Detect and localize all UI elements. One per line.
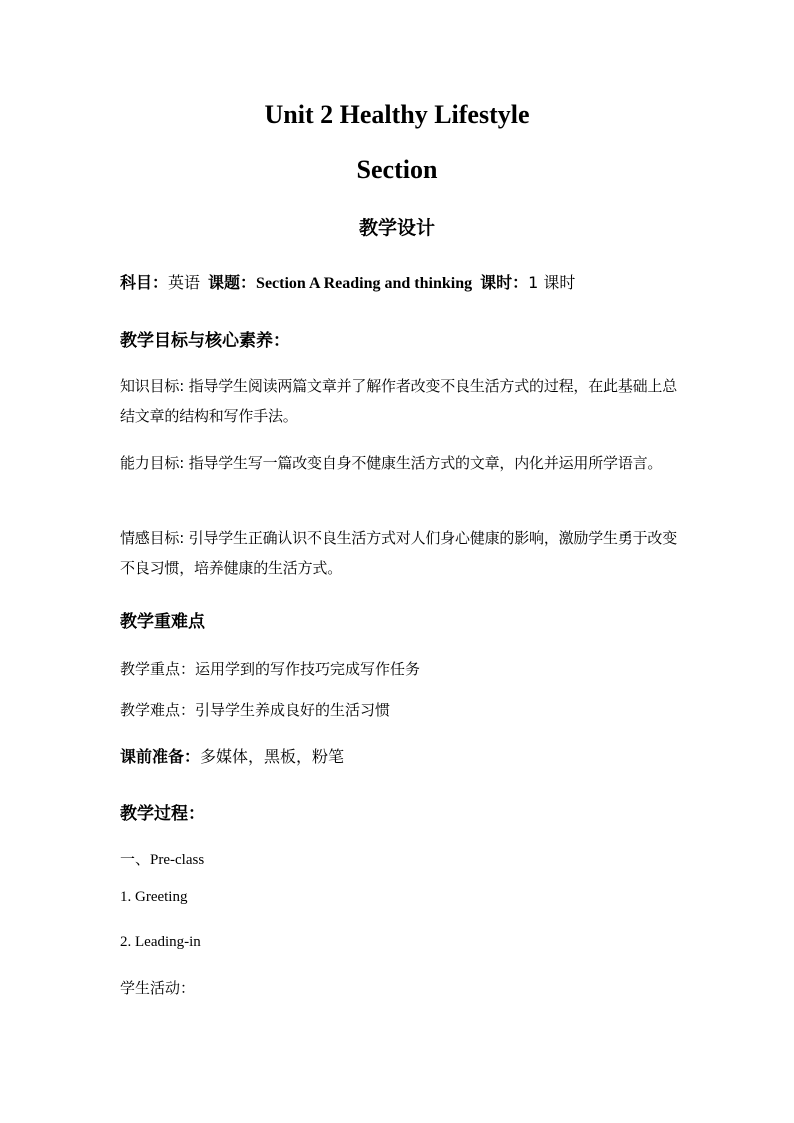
document-title: Unit 2 Healthy Lifestyle xyxy=(264,100,530,129)
difficult-point: 教学难点：引导学生养成良好的生活习惯 xyxy=(120,701,391,719)
period-value: 1 课时 xyxy=(528,273,576,292)
preparation-line xyxy=(120,744,344,767)
key-point: 教学重点：运用学到的写作技巧完成写作任务 xyxy=(120,660,421,678)
subject-value: 英语 xyxy=(168,273,201,292)
preparation-value: 多媒体，黑板，粉笔 xyxy=(200,747,345,766)
goal-ability: 能力目标: 指导学生写一篇改变自身不健康生活方式的文章，内化并运用所学语言。 xyxy=(120,454,663,472)
topic-label: 课题： xyxy=(208,273,257,292)
process-heading: 教学过程： xyxy=(120,804,205,824)
step-greeting: 1. Greeting xyxy=(120,889,188,905)
document-subtitle-section: Section xyxy=(356,155,438,184)
goal-emotion: 情感目标: 引导学生正确认识不良生活方式对人们身心健康的影响，激励学生勇于改变不良习惯，培养健康的生活方式。 xyxy=(120,529,678,577)
goals-heading: 教学目标与核心素养： xyxy=(120,331,290,351)
goal-knowledge: 知识目标: 指导学生阅读两篇文章并了解作者改变不良生活方式的过程，在此基础上总结文章的结构和写作手法。 xyxy=(120,377,678,425)
step-leading-in: 2. Leading-in xyxy=(120,934,201,950)
course-meta-line xyxy=(120,270,575,293)
document-subtitle-design: 教学设计 xyxy=(358,217,435,239)
topic-value: Section A Reading and thinking xyxy=(256,275,473,292)
subject-label: 科目： xyxy=(120,273,169,292)
section-one-heading xyxy=(120,848,204,869)
section-one-prefix: 一、 xyxy=(120,850,151,868)
period-label: 课时： xyxy=(480,273,529,292)
section-one-title: Pre-class xyxy=(150,852,205,868)
key-difficult-heading: 教学重难点 xyxy=(120,612,205,632)
student-activity-label: 学生活动： xyxy=(120,979,196,997)
preparation-label: 课前准备： xyxy=(120,747,201,766)
